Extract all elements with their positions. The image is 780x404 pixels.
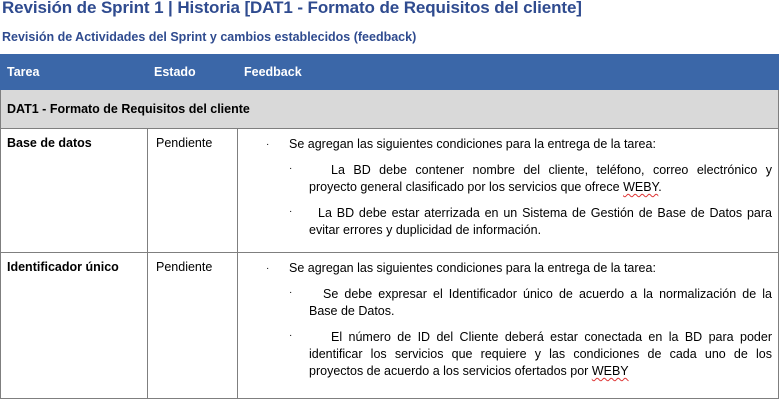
header-state: Estado <box>148 55 238 90</box>
subitem-text: Se debe expresar el Identificador único de acuerdo a la normalización de la Base de Datos. <box>309 287 772 318</box>
feedback-subitem <box>289 205 774 239</box>
header-task: Tarea <box>1 55 148 90</box>
bullet-text: Se agregan las siguientes condiciones para la entrega de la tarea: <box>289 137 656 151</box>
spell-marked-word: WEBY <box>591 364 629 378</box>
subitem-text: El número de ID del Cliente deberá estar conectada en la BD para poder identificar los servicios que requiere y las condiciones de cada uno de los proyectos de acuerdo a los servicios ofertados por <box>309 330 772 378</box>
subitem-text: La BD debe estar aterrizada en un Sistema de Gestión de Base de Datos para evitar errores y duplicidad de información. <box>309 206 772 237</box>
section-title: DAT1 - Formato de Requisitos del cliente <box>1 90 779 129</box>
bullet-icon: · <box>289 206 293 217</box>
task-cell: Base de datos <box>1 129 148 253</box>
document-title: Revisión de Sprint 1 | Historia [DAT1 - Formato de Requisitos del cliente] <box>2 0 582 17</box>
section-row <box>1 90 779 129</box>
document-subtitle: Revisión de Actividades del Sprint y cambios establecidos (feedback) <box>2 30 417 44</box>
bullet-icon: · <box>289 163 293 174</box>
subitem-text: La BD debe contener nombre del cliente, teléfono, correo electrónico y proyecto general clasificado por los servicios que ofrece <box>309 163 772 194</box>
feedback-subitem <box>289 162 774 196</box>
bullet-icon: · <box>289 330 293 341</box>
feedback-subitem <box>289 286 774 320</box>
feedback-cell <box>238 253 779 399</box>
state-cell: Pendiente <box>148 129 238 253</box>
feedback-bullet <box>238 136 774 153</box>
feedback-bullet <box>238 260 774 277</box>
table-header-row <box>1 55 779 90</box>
bullet-icon: · <box>266 139 270 150</box>
review-table <box>0 54 779 399</box>
header-feedback: Feedback <box>238 55 779 90</box>
subitem-end: . <box>658 180 662 194</box>
task-cell: Identificador único <box>1 253 148 399</box>
table-row <box>1 129 779 253</box>
bullet-text: Se agregan las siguientes condiciones para la entrega de la tarea: <box>289 261 656 275</box>
spell-marked-word: WEBY <box>623 180 659 194</box>
bullet-icon: · <box>266 263 270 274</box>
table-row <box>1 253 779 399</box>
feedback-cell <box>238 129 779 253</box>
feedback-subitem <box>289 329 774 380</box>
bullet-icon: · <box>289 287 293 298</box>
state-cell: Pendiente <box>148 253 238 399</box>
